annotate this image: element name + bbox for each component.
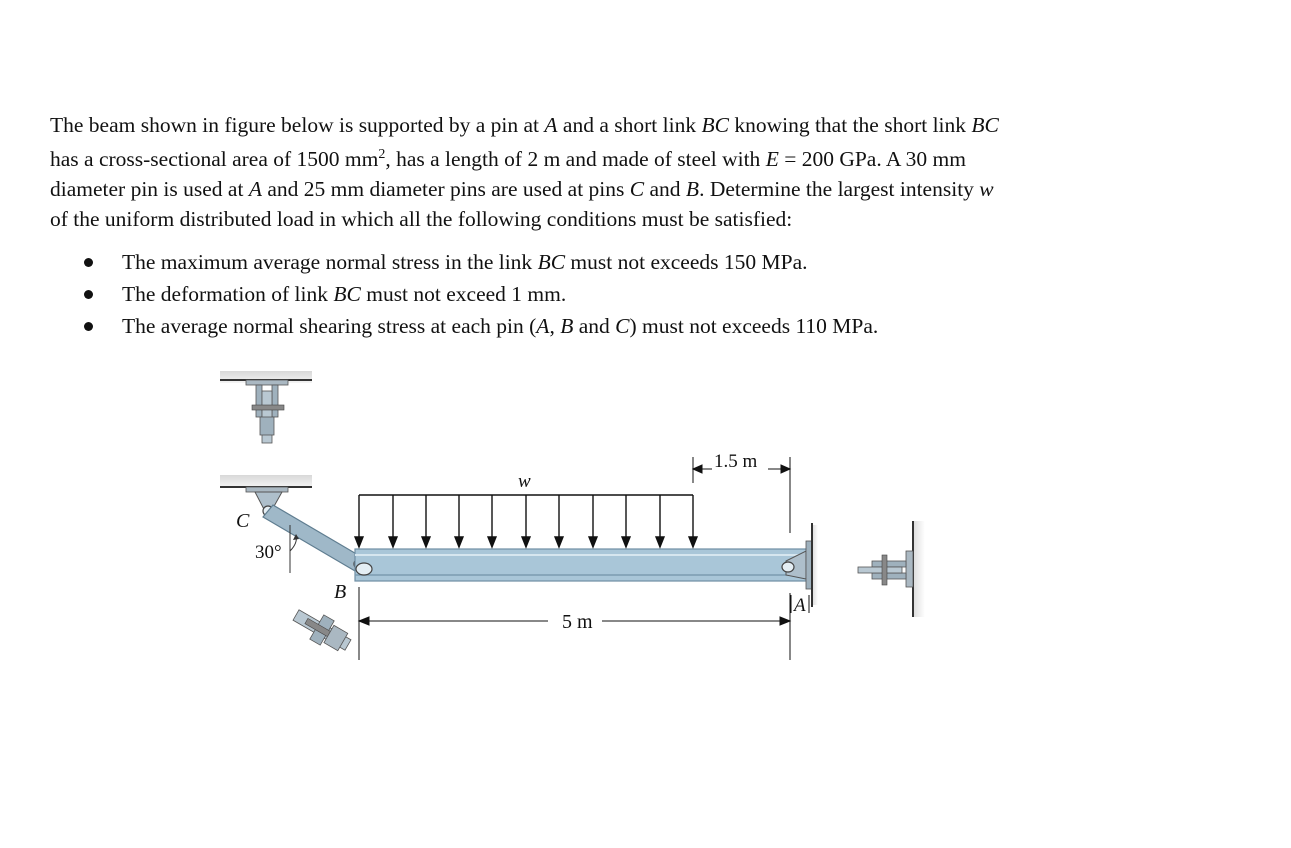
italic-symbol: E: [765, 147, 779, 172]
distributed-load: [355, 495, 697, 547]
text-segment: and a short link: [557, 113, 702, 137]
condition-item: [84, 246, 1084, 278]
pin-c-detail: [220, 371, 312, 443]
text-segment: must not exceed 1 mm.: [360, 282, 567, 306]
problem-paragraph: [50, 110, 1110, 234]
italic-symbol: C: [629, 177, 645, 202]
text-segment: knowing that the short link: [728, 113, 972, 137]
ceiling-support-c: [220, 475, 312, 517]
condition-item: [84, 310, 1084, 342]
text-segment: must not exceeds 150 MPa.: [565, 250, 808, 274]
italic-symbol: w: [979, 177, 994, 202]
italic-symbol: BC: [537, 250, 566, 274]
condition-item: [84, 278, 1084, 310]
load-label: w: [518, 471, 531, 492]
pin-a-detail: [858, 521, 925, 617]
point-c-label: C: [236, 510, 250, 532]
text-segment: and: [644, 177, 686, 202]
bullet-icon: [84, 322, 93, 331]
problem-line: [50, 110, 1110, 140]
italic-symbol: A: [544, 113, 558, 137]
text-segment: The deformation of link: [122, 282, 334, 306]
bullet-icon: [84, 258, 93, 267]
point-b-label: B: [334, 581, 347, 603]
text-segment: The maximum average normal stress in the link: [122, 250, 538, 274]
italic-symbol: A: [248, 177, 262, 202]
text-segment: The average normal shearing stress at each pin (: [122, 314, 537, 338]
beam: [355, 549, 810, 581]
text-segment: has a cross-sectional area of 1500 mm: [50, 147, 379, 172]
text-segment: diameter pin is used at: [50, 177, 249, 202]
overhang-dimension-label: 1.5 m: [714, 451, 758, 472]
italic-symbol: BC: [333, 282, 361, 306]
text-segment: . Determine the largest intensity: [699, 177, 980, 202]
italic-symbol: A: [536, 314, 550, 338]
superscript: 2: [378, 147, 386, 162]
italic-symbol: BC: [971, 113, 999, 137]
beam-figure: [200, 355, 960, 675]
span-dimension-label: 5 m: [562, 611, 593, 633]
text-segment: ) must not exceeds 110 MPa.: [629, 314, 879, 338]
text-segment: of the uniform distributed load in which all the following conditions must be satisfied:: [50, 207, 793, 232]
text-segment: ,: [549, 314, 561, 338]
problem-line: [50, 174, 1110, 204]
point-a-label: A: [794, 595, 806, 616]
text-segment: and 25 mm diameter pins are used at pins: [261, 177, 630, 202]
pin-b-detail: [289, 603, 355, 657]
italic-symbol: B: [560, 314, 574, 338]
angle-label: 30°: [255, 542, 282, 563]
beam-diagram: [200, 355, 960, 675]
condition-list: [84, 246, 1084, 342]
problem-statement: [50, 110, 1110, 234]
text-segment: = 200 GPa. A 30 mm: [778, 147, 966, 172]
italic-symbol: BC: [701, 113, 729, 137]
text-segment: The beam shown in figure below is supported by a pin at: [50, 113, 545, 137]
problem-line: [50, 140, 1110, 174]
problem-line: [50, 204, 1110, 234]
text-segment: , has a length of 2 m and made of steel with: [385, 147, 766, 172]
italic-symbol: B: [685, 177, 700, 202]
text-segment: and: [573, 314, 616, 338]
bullet-icon: [84, 290, 93, 299]
italic-symbol: C: [615, 314, 630, 338]
